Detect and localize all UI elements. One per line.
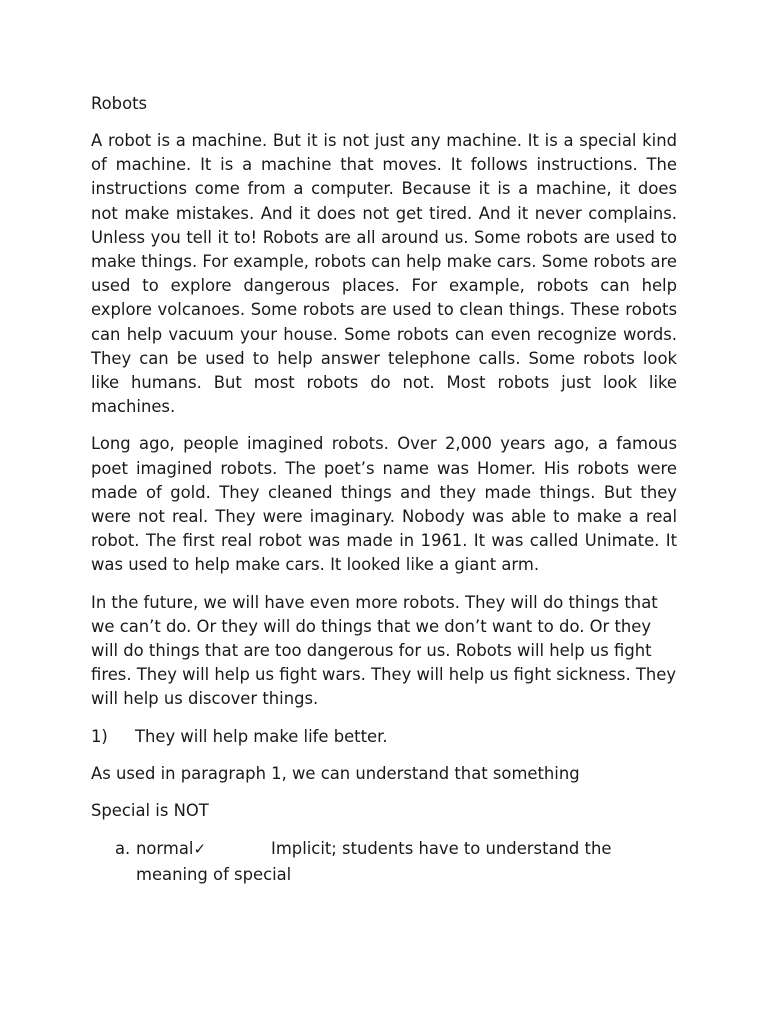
- paragraph-3: In the future, we will have even more robots. They will do things that we can’t do. Or they will do things that we don’t want to do. Or they will do things that are too dangerous for us. Robots will help us fight fires. They will help us fight wars. They will help us fight sickness. They will help us discover things.: [91, 592, 677, 709]
- question-text-line-2: Special is NOT: [91, 800, 209, 820]
- checkmark-icon: ✓: [193, 839, 207, 858]
- answer-option-a: [115, 836, 677, 888]
- numbered-item: [91, 725, 677, 749]
- option-text: normal: [136, 838, 194, 858]
- paragraph-2: Long ago, people imagined robots. Over 2,000 years ago, a famous poet imagined robots. The poet’s name was Homer. His robots were made of gold. They cleaned things and they made things. But they were not real. They were imaginary. Nobody was able to make a real robot. The first real robot was made in 1961. It was called Unimate. It was used to help make cars. It looked like a giant arm.: [91, 434, 677, 575]
- item-text: They will help make life better.: [135, 726, 388, 746]
- item-number: 1): [91, 726, 108, 746]
- paragraph-1: A robot is a machine. But it is not just any machine. It is a special kind of machine. It is a machine that moves. It follows instructions. The instructions come from a computer. Because it is a machine, it does not make mistakes. And it does not get tired. And it never complains. Unless you tell it to! Robots are all around us. Some robots are used to make things. For example, robots can help make cars. Some robots are used to explore dangerous places. For example, robots can help explore volcanoes. Some robots are used to clean things. These robots can help vacuum your house. Some robots can even recognize words. They can be used to help answer telephone calls. Some robots look like humans. But most robots do not. Most robots just look like machines.: [91, 131, 677, 417]
- document-title: Robots: [91, 94, 148, 113]
- option-body: [136, 836, 677, 888]
- option-letter: a.: [115, 838, 131, 858]
- question-text: As used in paragraph 1, we can understand that something: [91, 763, 580, 783]
- option-note: Implicit; students have to understand the meaning of special: [136, 838, 612, 884]
- document-page: [91, 92, 677, 888]
